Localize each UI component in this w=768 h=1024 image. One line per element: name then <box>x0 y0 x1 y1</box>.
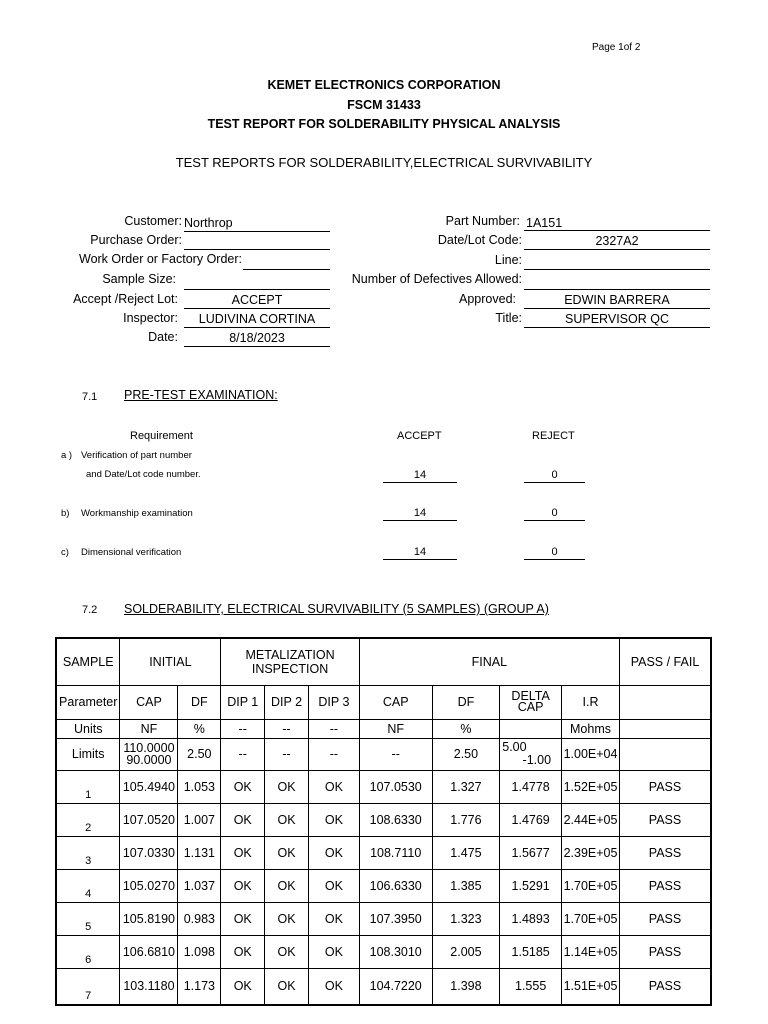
cell-delta: 1.4893 <box>500 902 562 935</box>
table-row <box>56 836 711 869</box>
requirement-header: Requirement <box>130 430 193 442</box>
lot-code-label: Date/Lot Code: <box>437 233 522 247</box>
unit-final-cap: NF <box>359 719 432 738</box>
unit-ir: Mohms <box>562 719 620 738</box>
cell-dip1: OK <box>221 902 265 935</box>
header-pass-fail: PASS / FAIL <box>620 638 712 685</box>
table-row <box>56 902 711 935</box>
limits-label: Limits <box>56 738 120 770</box>
unit-dip3: -- <box>308 719 359 738</box>
cell-dip3: OK <box>308 935 359 968</box>
unit-dip2: -- <box>265 719 309 738</box>
param-df: DF <box>178 685 221 719</box>
date-value: 8/18/2023 <box>184 330 330 347</box>
reject-header: REJECT <box>532 430 575 442</box>
page-number: Page 1of 2 <box>592 42 641 53</box>
limit-dip1: -- <box>221 738 265 770</box>
cell-result: PASS <box>620 968 712 1005</box>
cell-fdf: 1.323 <box>432 902 500 935</box>
cell-result: PASS <box>620 935 712 968</box>
cell-dip2: OK <box>265 968 309 1005</box>
item-b-text: Workmanship examination <box>81 508 193 519</box>
solderability-title: SOLDERABILITY, ELECTRICAL SURVIVABILITY (5 SAMPLES) (GROUP A) <box>124 602 549 616</box>
sample-size-label: Sample Size: <box>102 272 176 286</box>
item-a-text: Verification of part number <box>81 450 192 461</box>
cell-dip1: OK <box>221 869 265 902</box>
limit-ir: 1.00E+04 <box>562 738 620 770</box>
cell-delta: 1.4769 <box>500 803 562 836</box>
limit-dip3: -- <box>308 738 359 770</box>
limit-pass <box>620 738 712 770</box>
inspector-label: Inspector: <box>123 311 178 325</box>
cell-df: 1.037 <box>178 869 221 902</box>
sample-id: 4 <box>56 869 120 902</box>
cell-dip1: OK <box>221 836 265 869</box>
param-dip3: DIP 3 <box>308 685 359 719</box>
fscm-code: FSCM 31433 <box>347 98 421 112</box>
parameter-label: Parameter <box>56 685 120 719</box>
title-value: SUPERVISOR QC <box>524 311 710 328</box>
date-label: Date: <box>148 330 178 344</box>
accept-header: ACCEPT <box>397 430 442 442</box>
cell-ir: 2.44E+05 <box>562 803 620 836</box>
unit-pass <box>620 719 712 738</box>
cell-result: PASS <box>620 770 712 803</box>
cell-df: 1.173 <box>178 968 221 1005</box>
line-value <box>524 253 710 270</box>
cell-fcap: 107.3950 <box>359 902 432 935</box>
param-delta-cap: DELTA CAP <box>500 685 562 719</box>
title-label: Title: <box>495 311 522 325</box>
header-sample: SAMPLE <box>56 638 120 685</box>
cell-df: 1.053 <box>178 770 221 803</box>
limit-delta-high: 5.00 <box>502 740 527 754</box>
header-final: FINAL <box>359 638 619 685</box>
cell-fdf: 1.385 <box>432 869 500 902</box>
customer-value: Northrop <box>184 215 330 232</box>
purchase-order-value <box>184 233 330 250</box>
cell-cap: 107.0330 <box>120 836 178 869</box>
limit-delta-low: -1.00 <box>522 753 552 767</box>
item-c-reject: 0 <box>524 545 585 560</box>
cell-dip3: OK <box>308 869 359 902</box>
cell-fcap: 108.3010 <box>359 935 432 968</box>
item-b-accept: 14 <box>383 506 457 521</box>
item-b-reject: 0 <box>524 506 585 521</box>
cell-cap: 105.8190 <box>120 902 178 935</box>
cell-dip1: OK <box>221 935 265 968</box>
sample-id: 3 <box>56 836 120 869</box>
param-final-df: DF <box>432 685 500 719</box>
sample-id: 1 <box>56 770 120 803</box>
item-a-letter: a ) <box>61 450 73 461</box>
cell-ir: 1.70E+05 <box>562 869 620 902</box>
cell-ir: 2.39E+05 <box>562 836 620 869</box>
cell-delta: 1.4778 <box>500 770 562 803</box>
cell-delta: 1.5677 <box>500 836 562 869</box>
section-number-7-1: 7.1 <box>82 391 98 403</box>
table-row <box>56 770 711 803</box>
part-number-value: 1A151 <box>524 215 710 231</box>
cell-fcap: 108.7110 <box>359 836 432 869</box>
table-row <box>56 869 711 902</box>
accept-reject-label: Accept /Reject Lot: <box>73 292 178 306</box>
approved-label: Approved: <box>459 292 516 306</box>
results-table <box>55 637 712 1006</box>
cell-fcap: 104.7220 <box>359 968 432 1005</box>
table-row <box>56 935 711 968</box>
cell-df: 1.131 <box>178 836 221 869</box>
header-metalization: METALIZATION INSPECTION <box>221 638 360 685</box>
cell-dip2: OK <box>265 935 309 968</box>
limit-cap-high: 110.0000 <box>123 741 175 755</box>
cell-dip2: OK <box>265 770 309 803</box>
cell-result: PASS <box>620 803 712 836</box>
work-order-label: Work Order or Factory Order: <box>79 252 242 266</box>
report-subtitle: TEST REPORTS FOR SOLDERABILITY,ELECTRICAL SURVIVABILITY <box>175 155 593 170</box>
cell-fcap: 108.6330 <box>359 803 432 836</box>
header-initial: INITIAL <box>120 638 221 685</box>
table-row <box>56 803 711 836</box>
cell-fdf: 1.776 <box>432 803 500 836</box>
sample-id: 6 <box>56 935 120 968</box>
section-number-7-2: 7.2 <box>82 604 98 616</box>
sample-id: 2 <box>56 803 120 836</box>
cell-cap: 107.0520 <box>120 803 178 836</box>
company-name: KEMET ELECTRONICS CORPORATION <box>267 78 501 92</box>
cell-ir: 1.14E+05 <box>562 935 620 968</box>
cell-dip2: OK <box>265 803 309 836</box>
cell-dip2: OK <box>265 902 309 935</box>
table-row <box>56 968 711 1005</box>
cell-cap: 103.1180 <box>120 968 178 1005</box>
param-dip1: DIP 1 <box>221 685 265 719</box>
cell-dip3: OK <box>308 770 359 803</box>
item-b-letter: b) <box>61 508 70 519</box>
limit-dip2: -- <box>265 738 309 770</box>
cell-cap: 105.0270 <box>120 869 178 902</box>
part-number-label: Part Number: <box>445 214 520 228</box>
cell-result: PASS <box>620 836 712 869</box>
cell-dip3: OK <box>308 902 359 935</box>
cell-cap: 106.6810 <box>120 935 178 968</box>
cell-df: 1.007 <box>178 803 221 836</box>
item-c-text: Dimensional verification <box>81 547 182 558</box>
defectives-label: Number of Defectives Allowed: <box>351 272 522 286</box>
cell-result: PASS <box>620 869 712 902</box>
cell-dip3: OK <box>308 968 359 1005</box>
unit-delta <box>500 719 562 738</box>
item-c-accept: 14 <box>383 545 457 560</box>
cell-fcap: 107.0530 <box>359 770 432 803</box>
cell-dip2: OK <box>265 869 309 902</box>
cell-dip1: OK <box>221 803 265 836</box>
units-label: Units <box>56 719 120 738</box>
line-label: Line: <box>494 253 522 267</box>
param-ir: I.R <box>562 685 620 719</box>
item-a-accept: 14 <box>383 468 457 483</box>
cell-ir: 1.52E+05 <box>562 770 620 803</box>
cell-fdf: 2.005 <box>432 935 500 968</box>
item-a-reject: 0 <box>524 468 585 483</box>
item-a-text-2: and Date/Lot code number. <box>86 469 201 480</box>
param-pass-fail <box>620 685 712 719</box>
report-title: TEST REPORT FOR SOLDERABILITY PHYSICAL ANALYSIS <box>207 117 561 131</box>
defectives-value <box>524 273 710 290</box>
param-dip2: DIP 2 <box>265 685 309 719</box>
approved-value: EDWIN BARRERA <box>524 292 710 309</box>
cell-dip1: OK <box>221 770 265 803</box>
cell-dip3: OK <box>308 836 359 869</box>
sample-id: 5 <box>56 902 120 935</box>
limit-final-cap: -- <box>359 738 432 770</box>
cell-result: PASS <box>620 902 712 935</box>
unit-dip1: -- <box>221 719 265 738</box>
cell-ir: 1.51E+05 <box>562 968 620 1005</box>
pretest-title: PRE-TEST EXAMINATION: <box>124 388 278 402</box>
cell-df: 0.983 <box>178 902 221 935</box>
cell-fdf: 1.398 <box>432 968 500 1005</box>
unit-final-df: % <box>432 719 500 738</box>
cell-fcap: 106.6330 <box>359 869 432 902</box>
item-c-letter: c) <box>61 547 69 558</box>
cell-dip2: OK <box>265 836 309 869</box>
accept-reject-value: ACCEPT <box>184 292 330 309</box>
cell-delta: 1.5185 <box>500 935 562 968</box>
cell-fdf: 1.327 <box>432 770 500 803</box>
purchase-order-label: Purchase Order: <box>90 233 182 247</box>
cell-df: 1.098 <box>178 935 221 968</box>
cell-ir: 1.70E+05 <box>562 902 620 935</box>
limit-df: 2.50 <box>178 738 221 770</box>
unit-df: % <box>178 719 221 738</box>
cell-dip1: OK <box>221 968 265 1005</box>
sample-id: 7 <box>56 968 120 1005</box>
limit-cap-low: 90.0000 <box>126 753 172 767</box>
data-rows <box>56 770 711 1005</box>
cell-fdf: 1.475 <box>432 836 500 869</box>
inspector-value: LUDIVINA CORTINA <box>184 311 330 328</box>
cell-delta: 1.555 <box>500 968 562 1005</box>
limit-final-df: 2.50 <box>432 738 500 770</box>
work-order-value <box>243 253 330 270</box>
cell-dip3: OK <box>308 803 359 836</box>
param-cap: CAP <box>120 685 178 719</box>
unit-cap: NF <box>120 719 178 738</box>
cell-delta: 1.5291 <box>500 869 562 902</box>
customer-label: Customer: <box>124 214 182 228</box>
param-final-cap: CAP <box>359 685 432 719</box>
lot-code-value: 2327A2 <box>524 233 710 250</box>
cell-cap: 105.4940 <box>120 770 178 803</box>
